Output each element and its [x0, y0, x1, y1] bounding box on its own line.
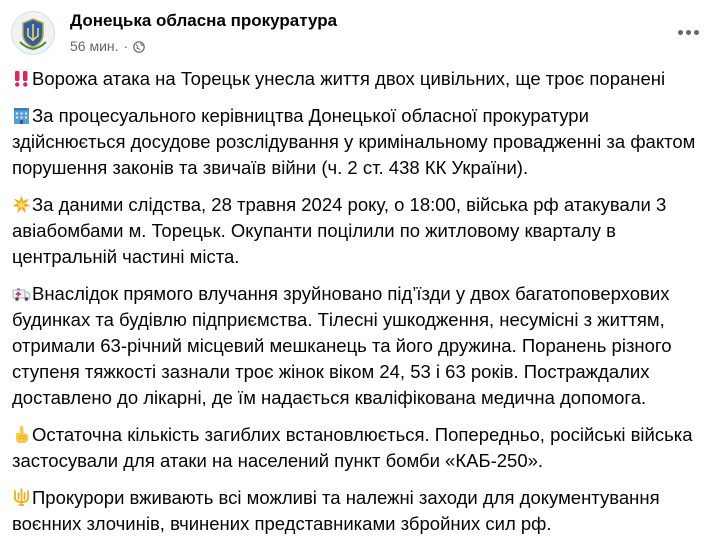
more-options-icon[interactable] [674, 22, 702, 42]
paragraph-text: За процесуального керівництва Донецької обласної прокуратури здійснюється досудове розслідування у кримінальному провадженні за фактом порушення законів та звичаїв війни (ч. 2 ст. 438 КК України). [12, 105, 696, 178]
double-exclamation-icon [12, 69, 31, 88]
pointing-finger-icon [12, 425, 31, 444]
paragraph-text: Ворожа атака на Торецьк унесла життя двох цивільних, ще троє поранені [32, 68, 666, 89]
post-time[interactable]: 56 мин. [70, 38, 119, 54]
office-building-icon [12, 106, 31, 125]
post-meta [70, 38, 145, 54]
page-avatar[interactable] [11, 11, 55, 55]
paragraph-attack-details [12, 192, 702, 270]
paragraph-investigation [12, 103, 702, 181]
prosecutor-emblem-icon [12, 12, 54, 54]
paragraph-headline [12, 66, 702, 92]
post-header [8, 8, 712, 64]
meta-separator: · [123, 38, 129, 54]
explosion-icon [12, 195, 31, 214]
paragraph-prosecutors [12, 485, 702, 537]
paragraph-text: Внаслідок прямого влучання зруйновано під’їзди у двох багатоповерхових будинках та будівлю підприємства. Тілесні ушкодження, несумісні з життям, отримали 63-річний місцевий мешканець та його дружина. Поранень різного ступеня тяжкості зазнали троє жінок віком 24, 53 і 63 років. Постраждалих доставлено до лікарні, де їм надається кваліфікована медична допомога. [12, 283, 672, 408]
trident-icon [12, 488, 31, 507]
paragraph-text: За даними слідства, 28 травня 2024 року, о 18:00, війська рф атакували 3 авіабомбами м. Торецьк. Окупанти поцілили по житловому кварталу в центральній частині міста. [12, 194, 667, 267]
page-name[interactable]: Донецька обласна прокуратура [70, 11, 338, 30]
ambulance-icon [12, 284, 31, 303]
paragraph-casualties [12, 281, 702, 411]
paragraph-final-count [12, 422, 702, 474]
globe-icon[interactable] [133, 40, 145, 52]
paragraph-text: Остаточна кількість загиблих встановлюється. Попередньо, російські війська застосували для атаки на населений пункт бомби «КАБ-250». [12, 424, 693, 471]
paragraph-text: Прокурори вживають всі можливі та належні заходи для документування воєнних злочинів, вчинених представниками збройних сил рф. [12, 487, 660, 534]
post-body [12, 66, 702, 548]
